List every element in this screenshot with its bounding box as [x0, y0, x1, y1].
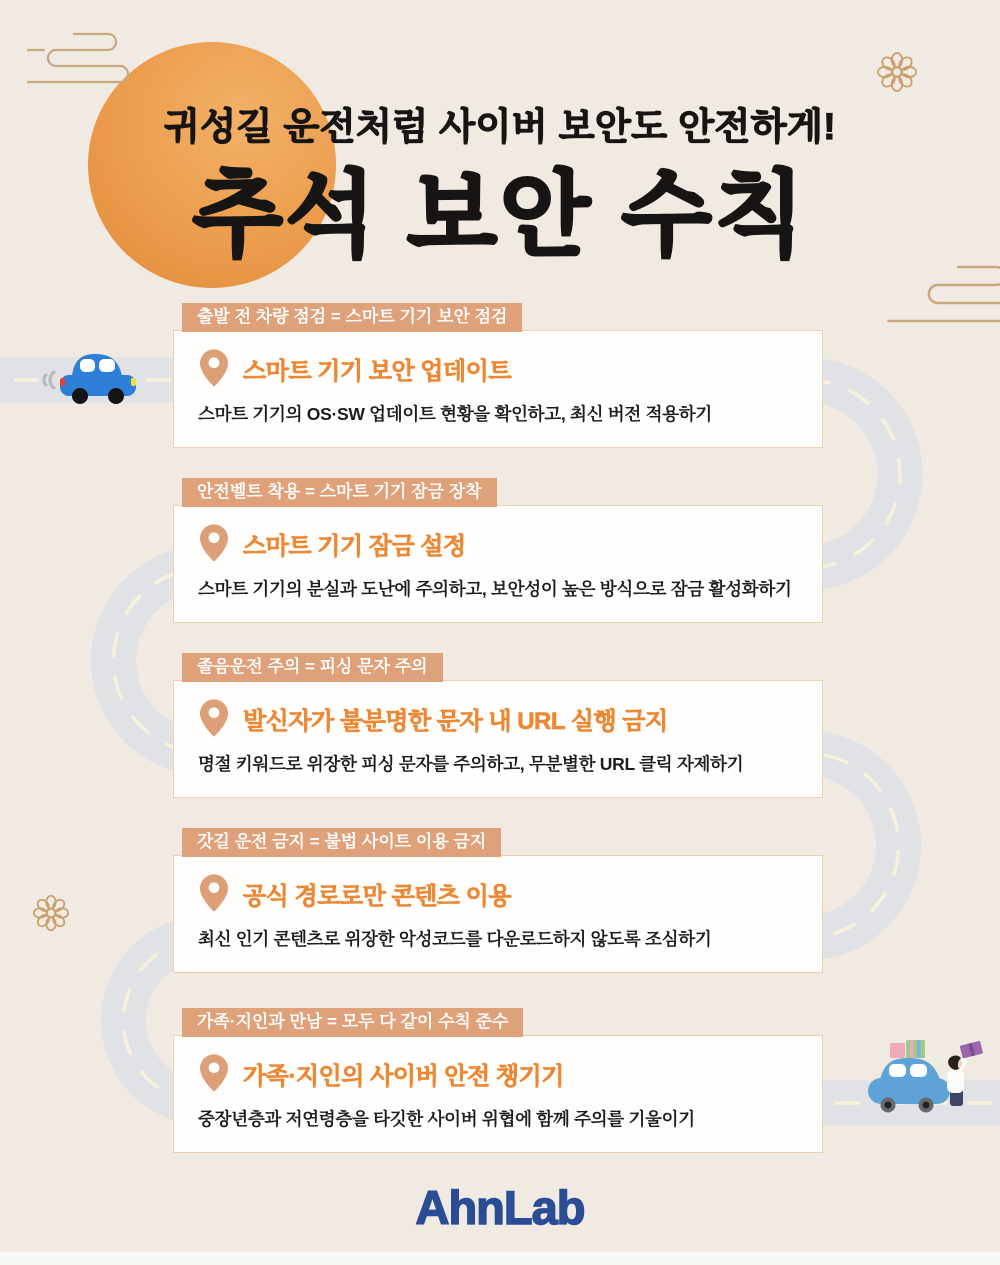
ahnlab-logo: AhnLab [415, 1181, 585, 1234]
rule-tag: 졸음운전 주의 = 피싱 문자 주의 [182, 653, 443, 682]
family-car-icon [862, 1038, 992, 1123]
location-pin-icon [200, 524, 228, 562]
rule-tag: 갓길 운전 금지 = 불법 사이트 이용 금지 [182, 828, 501, 857]
location-pin-icon [200, 349, 228, 387]
flower-ornament-icon [876, 51, 918, 93]
rule-tag: 가족·지인과 만남 = 모두 다 같이 수칙 준수 [182, 1008, 523, 1037]
rule-card-box [173, 505, 823, 623]
rule-card-box [173, 1035, 823, 1153]
rule-heading: 공식 경로로만 콘텐츠 이용 [243, 882, 512, 910]
rule-card-box [173, 855, 823, 973]
rule-body: 스마트 기기의 분실과 도난에 주의하고, 보안성이 높은 방식으로 잠금 활성화하기 [198, 579, 792, 599]
exhaust-icon [44, 372, 54, 388]
rule-tag: 안전벨트 착용 = 스마트 기기 잠금 장착 [182, 478, 497, 507]
rule-body: 명절 키워드로 위장한 피싱 문자를 주의하고, 무분별한 URL 클릭 자제하기 [198, 754, 744, 774]
rule-card-box [173, 680, 823, 798]
poster-title: 추석 보안 수칙 [192, 163, 808, 267]
rule-card-3 [173, 653, 823, 798]
rule-body: 스마트 기기의 OS·SW 업데이트 현황을 확인하고, 최신 버전 적용하기 [198, 404, 712, 424]
bottom-edge-strip [0, 1252, 1000, 1265]
rule-body: 중장년층과 저연령층을 타깃한 사이버 위협에 함께 주의를 기울이기 [198, 1109, 695, 1129]
rule-heading: 가족·지인의 사이버 안전 챙기기 [243, 1062, 564, 1090]
cloud-ornament-icon [16, 26, 136, 88]
rule-card-1 [173, 303, 823, 448]
location-pin-icon [200, 1054, 228, 1092]
rule-tag: 출발 전 차량 점검 = 스마트 기기 보안 점검 [182, 303, 522, 332]
rule-body: 최신 인기 콘텐츠로 위장한 악성코드를 다운로드하지 않도록 조심하기 [198, 929, 712, 949]
blue-car-icon [38, 348, 148, 408]
location-pin-icon [200, 699, 228, 737]
rule-card-4 [173, 828, 823, 973]
poster-subtitle: 귀성길 운전처럼 사이버 보안도 안전하게! [163, 106, 837, 147]
flower-ornament-icon [32, 894, 70, 932]
location-pin-icon [200, 874, 228, 912]
rule-heading: 발신자가 불분명한 문자 내 URL 실행 금지 [243, 707, 668, 735]
rule-card-box [173, 330, 823, 448]
person-with-gift-icon [947, 1041, 983, 1106]
rule-heading: 스마트 기기 잠금 설정 [243, 532, 466, 560]
rule-card-2 [173, 478, 823, 623]
rule-card-5 [173, 1008, 823, 1153]
rule-heading: 스마트 기기 보안 업데이트 [243, 357, 512, 385]
